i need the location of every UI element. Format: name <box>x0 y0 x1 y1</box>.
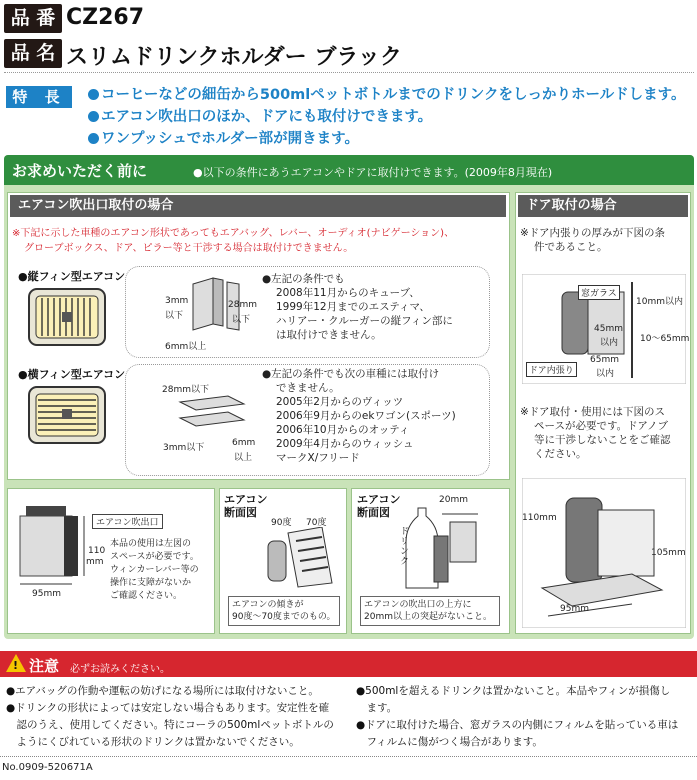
box3-drink-label: ドリンク <box>400 527 410 567</box>
vfin-dim-28mm: 28mm <box>228 300 257 310</box>
header-divider <box>4 72 694 73</box>
hfin-dim-6mm: 6mm <box>232 438 256 448</box>
box1-label: エアコン吹出口 <box>92 514 163 529</box>
feature-item-3: ワンプッシュでホルダー部が開きます。 <box>88 127 359 148</box>
aircon-heading: エアコン吹出口取付の場合 <box>10 195 506 217</box>
door-dim-45-sub: 以内 <box>600 338 619 348</box>
box3-dim: 20mm <box>439 495 468 505</box>
hfin-dim-3mm: 3mm以下 <box>163 443 205 453</box>
document-number: No.0909-520671A <box>2 762 93 773</box>
hfin-dim-6mm-sub: 以上 <box>234 453 253 463</box>
hfin-dim-28mm: 28mm以下 <box>162 385 209 395</box>
door-dim-10: 10mm以内 <box>636 297 683 307</box>
door-heading: ドア取付の場合 <box>518 195 688 217</box>
caution-left-4: ようにくびれている形状のドリンクは置かないでください。 <box>6 736 300 748</box>
footer-divider <box>0 756 697 757</box>
caution-left-1: ●エアバッグの作動や運転の妨げになる場所には取付けないこと。 <box>6 685 319 697</box>
feature-item-1: コーヒーなどの細缶から500mlペットボトルまでのドリンクをしっかりホールドします。 <box>88 83 686 104</box>
door-dim-95: 95mm <box>560 604 589 614</box>
box1-height-unit: mm <box>86 557 104 567</box>
box2-caption: エアコンの傾きが 90度〜70度までのもの。 <box>228 596 340 626</box>
notice-subtitle: ●以下の条件にあうエアコンやドアに取付けできます。(2009年8月現在) <box>193 166 553 179</box>
caution-right-3: ●ドアに取付けた場合、窓ガラスの内側にフィルムを貼っている車は <box>356 719 679 731</box>
door-dim-45: 45mm <box>594 324 623 334</box>
door-note-2: ※ドア取付・使用には下図のス ペースが必要です。ドアノブ 等に干渉しないことをご確認 ください。 <box>520 406 671 460</box>
hinban-value: CZ267 <box>66 5 145 30</box>
vfin-note: ●左記の条件でも 2008年11月からのキューブ、 1999年12月までのエスティマ、 ハリアー・クルーガーの縦フィン部に は取付けできません。 <box>262 273 453 341</box>
warning-exclamation: ! <box>13 659 19 672</box>
notice-title: お求めいただく前に <box>12 162 148 180</box>
space-requirement-illustration <box>14 504 94 594</box>
vfin-dim-3mm: 3mm <box>165 296 189 306</box>
box2-title: エアコン 断面図 <box>224 493 268 519</box>
horizontal-fin-title: ●横フィン型エアコン <box>18 368 126 381</box>
door-dim-105: 105mm <box>651 548 686 558</box>
door-inner-label: ドア内張り <box>526 362 577 377</box>
vertical-fin-aircon-illustration <box>28 288 106 346</box>
caution-right-2: ます。 <box>356 702 398 714</box>
features-label: 特 長 <box>6 86 72 108</box>
door-note-1: ※ドア内張りの厚みが下図の条 件であること。 <box>520 227 665 253</box>
caution-left-2: ●ドリンクの形状によっては安定しない場合もあります。安定性を確 <box>6 702 330 714</box>
bullet-icon <box>88 111 99 122</box>
box1-note: 本品の使用は左図の スペースが必要です。 ウィンカーレバー等の 操作に支障がないか ご確認ください。 <box>110 539 199 601</box>
caution-subtitle: 必ずお読みください。 <box>70 664 170 675</box>
hinmei-label: 品 名 <box>4 39 62 68</box>
caution-title: 注意 <box>29 657 60 675</box>
box3-title: エアコン 断面図 <box>357 493 401 519</box>
box2-angle-90: 90度 <box>271 518 292 528</box>
box2-angle-70: 70度 <box>306 518 327 528</box>
box3-caption: エアコンの吹出口の上方に 20mm以上の突起がないこと。 <box>360 596 500 626</box>
box1-width: 95mm <box>32 589 61 599</box>
vfin-dim-6mm: 6mm以上 <box>165 342 207 352</box>
bullet-icon <box>88 89 99 100</box>
door-glass-label: 窓ガラス <box>578 285 620 300</box>
vertical-fin-title: ●縦フィン型エアコン <box>18 270 126 283</box>
product-name: スリムドリンクホルダー ブラック <box>66 45 402 70</box>
aircon-warning-2: グローブボックス、ドア、ピラー等と干渉する場合は取付けできません。 <box>24 243 354 254</box>
horizontal-fin-dimension-drawing <box>178 394 248 434</box>
hinban-label: 品 番 <box>4 4 62 33</box>
aircon-warning-1: ※下記に示した車種のエアコン形状であってもエアバッグ、レバー、オーディオ(ナビゲーション)、 <box>12 228 455 239</box>
caution-right-4: フィルムに傷がつく場合があります。 <box>356 736 543 748</box>
feature-item-2: エアコン吹出口のほか、ドアにも取付けできます。 <box>88 105 432 126</box>
vfin-dim-28mm-sub: 以下 <box>232 315 251 325</box>
bullet-icon <box>88 133 99 144</box>
angle-section-illustration <box>262 527 342 591</box>
caution-left-3: 認のうえ、使用してください。特にコーラの500mlペットボトルの <box>6 719 334 731</box>
box1-height: 110 <box>88 546 106 556</box>
protrusion-section-illustration <box>398 506 498 592</box>
door-dim-10-65: 10〜65mm <box>640 334 690 344</box>
horizontal-fin-aircon-illustration <box>28 386 106 444</box>
door-dim-65-sub: 以内 <box>596 369 615 379</box>
hfin-note: ●左記の条件でも次の車種には取付け できません。 2005年2月からのヴィッツ 2006年9月からのekワゴン(スポーツ) 2006年10月からのオッティ 2009年4月からのウィッシュ マークX/フリード <box>262 368 456 464</box>
vfin-dim-3mm-sub: 以下 <box>165 311 184 321</box>
caution-right-1: ●500mlを超えるドリンクは置かないこと。本品やフィンが損傷し <box>356 685 671 697</box>
door-dim-110: 110mm <box>522 513 557 523</box>
door-dim-65: 65mm <box>590 355 619 365</box>
